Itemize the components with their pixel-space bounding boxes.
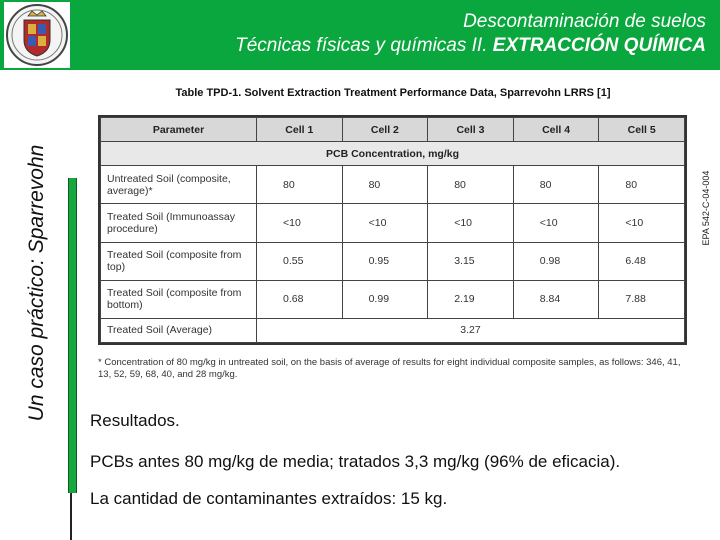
value-cell: 0.55	[257, 242, 343, 280]
table-row	[101, 242, 685, 280]
university-crest-logo	[4, 2, 70, 68]
header-section-name: EXTRACCIÓN QUÍMICA	[492, 35, 706, 56]
accent-bar-tail	[70, 493, 72, 540]
value-cell: 80	[428, 166, 514, 204]
header-cell: Cell 4	[513, 118, 599, 142]
value-cell: <10	[257, 204, 343, 242]
vertical-case-study-title	[22, 78, 52, 488]
value-cell: <10	[428, 204, 514, 242]
vertical-title-text: Un caso práctico: Sparrevohn	[25, 144, 48, 422]
average-value-cell: 3.27	[257, 318, 685, 342]
performance-table	[98, 115, 687, 345]
header-title-line2	[235, 35, 706, 57]
table-title: Table TPD-1. Solvent Extraction Treatment Performance Data, Sparrevohn LRRS [1]	[175, 87, 611, 99]
green-accent-bar	[68, 178, 77, 493]
value-cell: 0.95	[342, 242, 428, 280]
results-line-1: PCBs antes 80 mg/kg de media; tratados 3,3 mg/kg (96% de eficacia).	[90, 452, 621, 471]
value-cell: 0.68	[257, 280, 343, 318]
header-title-line1: Descontaminación de suelos	[463, 11, 706, 32]
header-cell: Cell 2	[342, 118, 428, 142]
table-row	[101, 280, 685, 318]
value-cell: 80	[599, 166, 685, 204]
results-line-2: La cantidad de contaminantes extraídos: 15 kg.	[90, 489, 448, 508]
value-cell: 2.19	[428, 280, 514, 318]
parameter-cell: Treated Soil (Immunoassay procedure)	[101, 204, 257, 242]
value-cell: 80	[342, 166, 428, 204]
parameter-cell: Untreated Soil (composite, average)*	[101, 166, 257, 204]
value-cell: 7.88	[599, 280, 685, 318]
parameter-cell: Treated Soil (composite from top)	[101, 242, 257, 280]
value-cell: 0.99	[342, 280, 428, 318]
table-subheader-row	[101, 142, 685, 166]
value-cell: <10	[599, 204, 685, 242]
value-cell: 80	[257, 166, 343, 204]
table-average-row	[101, 318, 685, 342]
table-row	[101, 166, 685, 204]
unit-subheader: PCB Concentration, mg/kg	[101, 142, 685, 166]
parameter-cell: Treated Soil (Average)	[101, 318, 257, 342]
table-footnote: * Concentration of 80 mg/kg in untreated soil, on the basis of average of results for eight individual composite samples, as follows: 346, 41, 13, 52, 59, 68, 40, and 28 mg/kg.	[98, 357, 681, 380]
value-cell: 8.84	[513, 280, 599, 318]
header-subtitle: Técnicas físicas y químicas II.	[235, 35, 493, 56]
value-cell: 6.48	[599, 242, 685, 280]
header-cell: Cell 1	[257, 118, 343, 142]
source-reference	[697, 108, 715, 308]
value-cell: 80	[513, 166, 599, 204]
source-reference-text: EPA 542-C-04-004	[701, 170, 711, 246]
value-cell: 3.15	[428, 242, 514, 280]
value-cell: <10	[513, 204, 599, 242]
results-heading: Resultados.	[90, 411, 180, 430]
table-row	[101, 204, 685, 242]
header-cell: Parameter	[101, 118, 257, 142]
value-cell: <10	[342, 204, 428, 242]
header-cell: Cell 3	[428, 118, 514, 142]
parameter-cell: Treated Soil (composite from bottom)	[101, 280, 257, 318]
header-cell: Cell 5	[599, 118, 685, 142]
value-cell: 0.98	[513, 242, 599, 280]
table-header-row	[101, 118, 685, 142]
header-bar	[0, 0, 720, 70]
